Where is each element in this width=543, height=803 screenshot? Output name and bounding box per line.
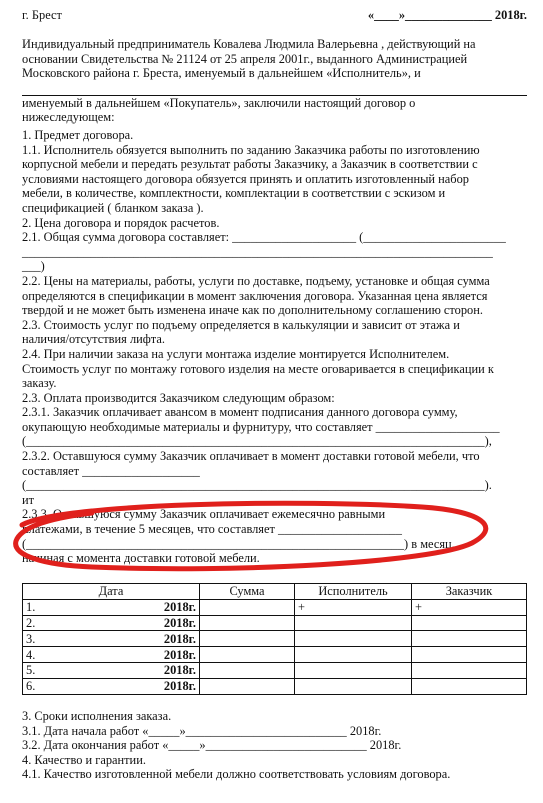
city-label: г. Брест xyxy=(22,8,62,22)
row-number: 3. xyxy=(26,631,36,646)
table-row xyxy=(23,647,527,663)
body-line: 1. Предмет договора. xyxy=(22,128,134,142)
body-line: 2.3.2. Оставшуюся сумму Заказчик оплачивает в момент доставки готовой мебели, что xyxy=(22,449,480,464)
contract-body xyxy=(22,128,527,566)
table-row xyxy=(23,615,527,631)
body-line: 2. Цена договора и порядок расчетов. xyxy=(22,215,220,230)
customer-sign-cell xyxy=(412,662,527,678)
body-line: 2.3.1. Заказчик оплачивает авансом в момент подписания данного договора сумму, xyxy=(22,405,458,420)
body-line: ___) xyxy=(22,259,45,274)
row-number: 6. xyxy=(26,679,36,694)
body-line: 2.3. Стоимость услуг по подъему определяется в калькуляции и зависит от этажа и xyxy=(22,317,460,332)
body-line: (__________________________________________________________________________). xyxy=(22,478,492,493)
row-year: 2018г. xyxy=(163,663,196,678)
intro-line: именуемый в дальнейшем «Покупатель», заключили настоящий договор о xyxy=(22,95,416,110)
intro-line: Индивидуальный предприниматель Ковалева Людмила Валерьевна , действующий на xyxy=(22,37,476,51)
terms-line xyxy=(22,738,527,753)
body-line: (_____________________________________________________________) в месяц, xyxy=(22,536,455,551)
intro-line: Московского района г. Бреста, именуемый в дальнейшем «Исполнитель», и xyxy=(22,66,421,81)
date-cell xyxy=(23,631,200,647)
col-date-header: Дата xyxy=(23,584,200,600)
date-cell xyxy=(23,662,200,678)
row-year: 2018г. xyxy=(163,647,196,662)
body-line: составляет ___________________ xyxy=(22,463,200,478)
terms-line: 3. Сроки исполнения заказа. xyxy=(22,709,172,723)
col-sum-header: Сумма xyxy=(200,584,295,600)
sum-cell xyxy=(200,599,295,615)
body-line: Стоимость услуг по монтажу готового изделия на месте оговаривается в спецификации к xyxy=(22,361,494,376)
body-line: 1.1. Исполнитель обязуется выполнить по заданию Заказчика работы по изготовлению xyxy=(22,142,480,157)
body-line: корпусной мебели и передать результат работы Заказчику, а Заказчик в соответствии с xyxy=(22,157,478,172)
body-line: мебели, в количестве, комплектности, комплектации в соответствии с эскизом и xyxy=(22,186,446,201)
executor-sign-cell xyxy=(295,615,412,631)
customer-sign-cell xyxy=(412,631,527,647)
date-cell xyxy=(23,647,200,663)
body-line: платежами, в течение 5 месяцев, что составляет ____________________ xyxy=(22,522,402,537)
sum-cell xyxy=(200,662,295,678)
body-line: 2.3.3. Оставшуюся сумму Заказчик оплачивает ежемесячно равными xyxy=(22,507,386,522)
row-number: 5. xyxy=(26,663,36,678)
executor-sign-cell xyxy=(295,678,412,694)
customer-sign-cell xyxy=(412,615,527,631)
date-cell xyxy=(23,678,200,694)
date-cell xyxy=(23,599,200,615)
sum-cell xyxy=(200,631,295,647)
table-row xyxy=(23,678,527,694)
executor-sign-cell xyxy=(295,647,412,663)
body-line: спецификацией ( бланком заказа ). xyxy=(22,200,204,215)
intro-block xyxy=(22,37,527,125)
row-year: 2018г. xyxy=(163,600,196,615)
body-line: ____________________________________________________________________________ xyxy=(22,244,493,259)
body-line: заказу. xyxy=(22,376,57,391)
body-line: 2.4. При наличии заказа на услуги монтажа изделие монтируется Исполнителем. xyxy=(22,346,450,361)
intro-line: нижеследующем: xyxy=(22,110,115,125)
customer-sign-cell xyxy=(412,678,527,694)
body-line: (__________________________________________________________________________), xyxy=(22,434,492,449)
executor-sign-cell xyxy=(295,631,412,647)
table-row xyxy=(23,599,527,615)
row-number: 2. xyxy=(26,615,36,630)
executor-sign-cell: + xyxy=(295,599,412,615)
col-cust-header: Заказчик xyxy=(412,584,527,600)
row-year: 2018г. xyxy=(163,615,196,630)
row-year: 2018г. xyxy=(163,679,196,694)
start-date-line: 3.1. Дата начала работ «_____»__________________________ 2018г. xyxy=(22,723,382,738)
blank-line xyxy=(22,81,527,96)
body-line: определяются в спецификации в момент заключения договора. Указанная цена является xyxy=(22,288,488,303)
table-header-row xyxy=(23,584,527,600)
table-row xyxy=(23,662,527,678)
executor-sign-cell xyxy=(295,662,412,678)
customer-sign-cell: + xyxy=(412,599,527,615)
body-line: 2.2. Цены на материалы, работы, услуги по доставке, подъему, установке и общая сумма xyxy=(22,273,490,288)
body-line: условиями настоящего договора обязуется принять и оплатить изготовленный набор xyxy=(22,171,469,186)
row-number: 4. xyxy=(26,647,36,662)
terms-line xyxy=(22,724,527,739)
body-line: наличия/отсутствия лифта. xyxy=(22,332,165,347)
row-number: 1. xyxy=(26,600,36,615)
contract-date: «____»______________ 2018г. xyxy=(367,8,527,22)
body-line: окупающую необходимые материалы и фурнитуру, что составляет ____________________ xyxy=(22,419,500,434)
terms-line: 4.1. Качество изготовленной мебели должно соответствовать условиям договора. xyxy=(22,767,451,782)
body-line: ит xyxy=(22,492,35,507)
body-line: 2.1. Общая сумма договора составляет: ____________________ (_______________________ xyxy=(22,230,506,245)
sum-cell xyxy=(200,647,295,663)
end-date-line: 3.2. Дата окончания работ «_____»__________________________ 2018г. xyxy=(22,738,402,753)
terms-block xyxy=(22,709,527,782)
intro-line: основании Свидетельства № 21124 от 25 апреля 2001г., выданного Администрацией xyxy=(22,51,468,66)
body-line: твердой и не может быть изменена иначе как по дополнительному соглашению сторон. xyxy=(22,303,483,318)
sum-cell xyxy=(200,615,295,631)
table-row xyxy=(23,631,527,647)
customer-sign-cell xyxy=(412,647,527,663)
col-exec-header: Исполнитель xyxy=(295,584,412,600)
payment-schedule-table xyxy=(22,583,527,695)
body-line: начиная с момента доставки готовой мебели. xyxy=(22,551,260,566)
row-year: 2018г. xyxy=(163,631,196,646)
sum-cell xyxy=(200,678,295,694)
body-line: 2.3. Оплата производится Заказчиком следующим образом: xyxy=(22,390,335,405)
date-cell xyxy=(23,615,200,631)
terms-line: 4. Качество и гарантии. xyxy=(22,752,146,767)
